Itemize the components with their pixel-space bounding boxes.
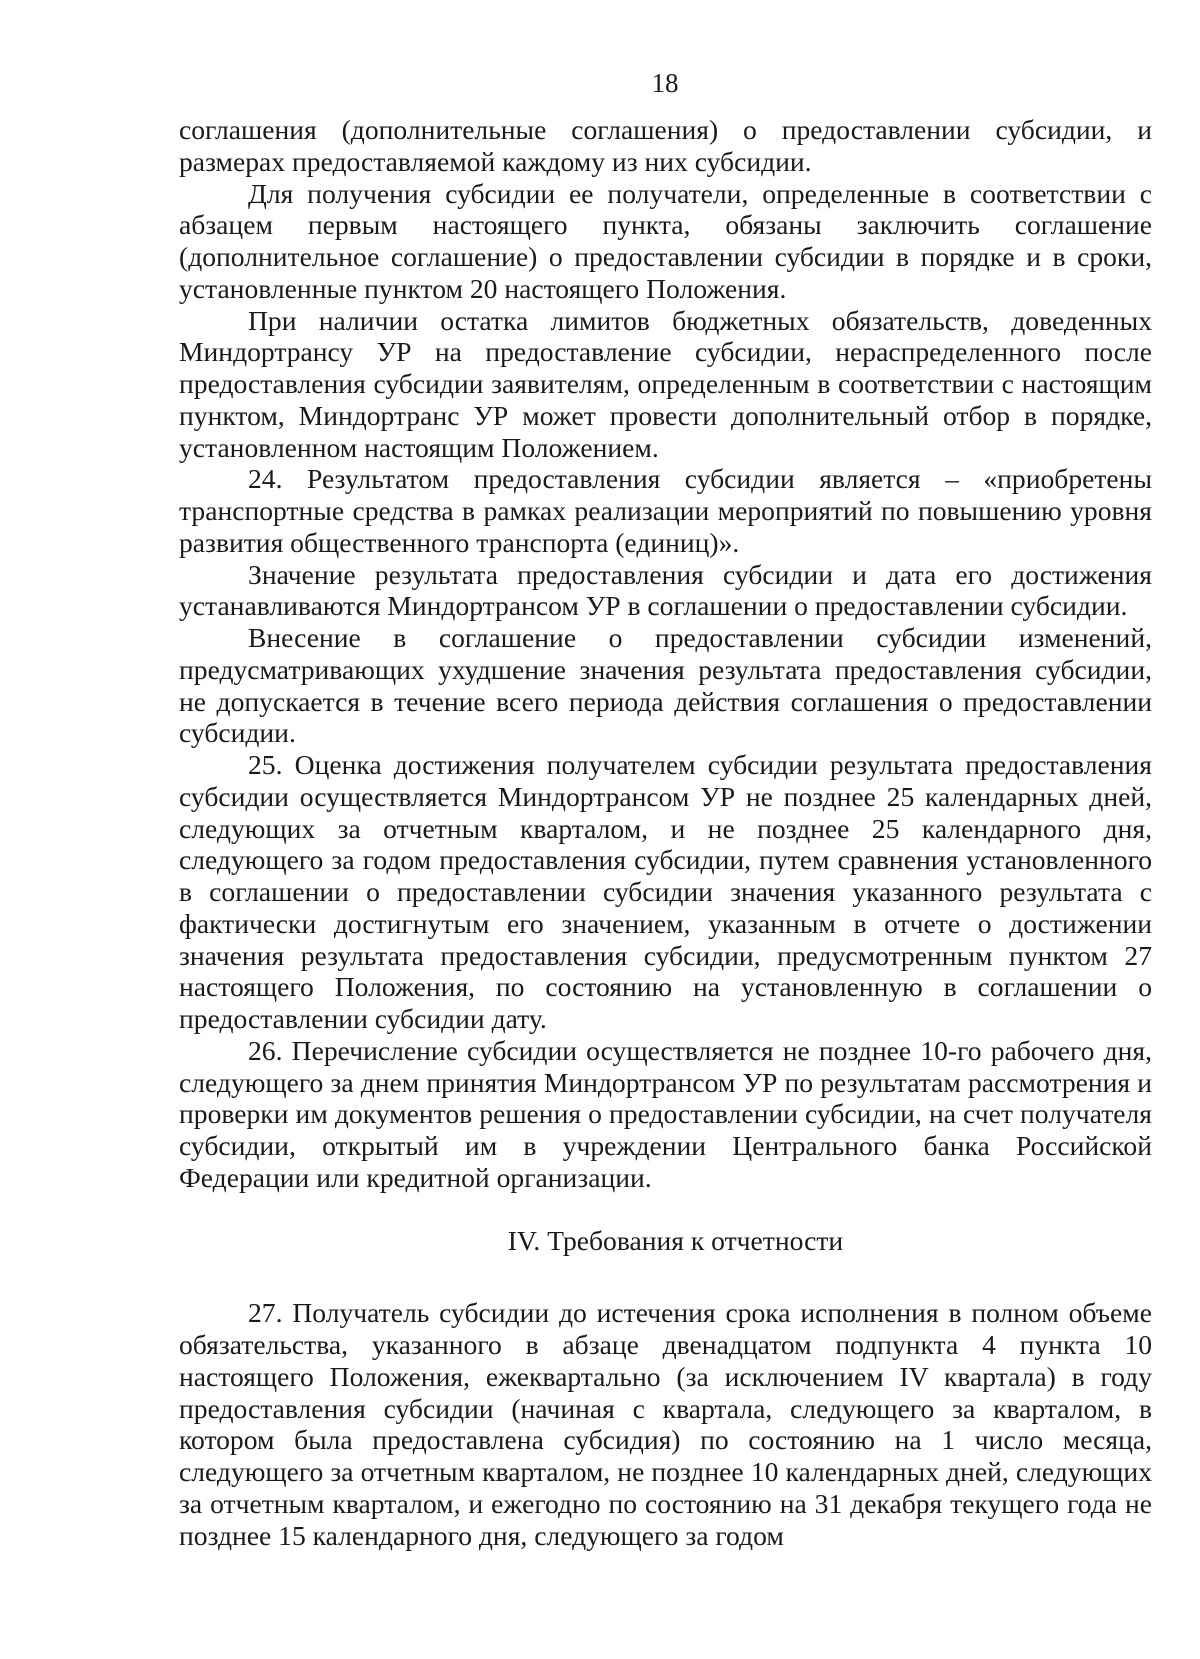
paragraph: Значение результата предоставления субсидии и дата его достижения устанавливаются Миндортрансом УР в соглашении о предоставлении субсидии. (179, 558, 1152, 622)
document-body (179, 114, 1152, 1551)
page-number: 18 (651, 68, 679, 98)
paragraph-item-24: 24. Результатом предоставления субсидии является – «приобретены транспортные средства в рамках реализации мероприятий по повышению уровня развития общественного транспорта (единиц)». (179, 463, 1152, 558)
paragraph: При наличии остатка лимитов бюджетных обязательств, доведенных Миндортрансу УР на предоставление субсидии, нераспределенного после предоставления субсидии заявителям, определенным в соответствии с настоящим пунктом, Миндортранс УР может провести дополнительный отбор в порядке, установленном настоящим Положением. (179, 304, 1152, 463)
paragraph: Для получения субсидии ее получатели, определенные в соответствии с абзацем первым настоящего пункта, обязаны заключить соглашение (дополнительное соглашение) о предоставлении субсидии в порядке и в сроки, установленные пунктом 20 настоящего Положения. (179, 177, 1152, 304)
paragraph-item-25: 25. Оценка достижения получателем субсидии результата предоставления субсидии осуществляется Миндортрансом УР не позднее 25 календарных дней, следующих за отчетным кварталом, и не позднее 25 календарного дня, следующего за годом предоставления субсидии, путем сравнения установленного в соглашении о предоставлении субсидии значения указанного результата с фактически достигнутым его значением, указанным в отчете о достижении значения результата предоставления субсидии, предусмотренным пунктом 27 настоящего Положения, по состоянию на установленную в соглашении о предоставлении субсидии дату. (179, 749, 1152, 1034)
paragraph-item-27: 27. Получатель субсидии до истечения срока исполнения в полном объеме обязательства, указанного в абзаце двенадцатом подпункта 4 пункта 10 настоящего Положения, ежеквартально (за исключением IV квартала) в году предоставления субсидии (начиная с квартала, следующего за кварталом, в котором была предоставлена субсидия) по состоянию на 1 число месяца, следующего за отчетным кварталом, не позднее 10 календарных дней, следующих за отчетным кварталом, и ежегодно по состоянию на 31 декабря текущего года не позднее 15 календарного дня, следующего за годом (179, 1297, 1152, 1551)
paragraph-continuation: соглашения (дополнительные соглашения) о предоставлении субсидии, и размерах предоставляемой каждому из них субсидии. (179, 114, 1152, 177)
paragraph-item-26: 26. Перечисление субсидии осуществляется не позднее 10-го рабочего дня, следующего за днем принятия Миндортрансом УР по результатам рассмотрения и проверки им документов решения о предоставлении субсидии, на счет получателя субсидии, открытый им в учреждении Центрального банка Российской Федерации или кредитной организации. (179, 1034, 1152, 1193)
paragraph: Внесение в соглашение о предоставлении субсидии изменений, предусматривающих ухудшение значения результата предоставления субсидии, не допускается в течение всего периода действия соглашения о предоставлении субсидии. (179, 622, 1152, 749)
section-heading: IV. Требования к отчетности (507, 1224, 844, 1256)
section-spacer (179, 1256, 1152, 1297)
